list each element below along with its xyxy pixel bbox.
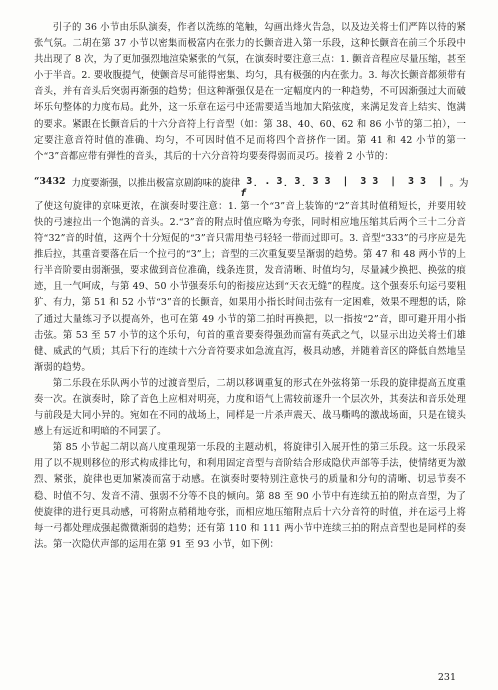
paragraph-1: 引子的 36 小节由乐队演奏，作者以洗练的笔触，勾画出烽火告急，以及边关将士们严阵以待的紧张气氛。二胡在第 37 小节以密集而极富内在张力的长颤音进入第一乐段，这种长颤音在前三个乐段中共出现了 8 次，为了更加强烈地渲染紧张的气氛，在演奏时要注意三点：1. 颤音音程应尽量压缩，甚至小于半音。2. 要收腹提气，使颤音尽可能得密集、均匀，具有极强的内在张力。3. 每次长颤音都须带有音头，并有音头后突弱再渐强的趋势；但这种渐强仅是在一定幅度内的一种趋势，不可因渐强过大而破坏乐句整体的力度布局。此外，这一乐章在运弓中还需要适当地加大陷弦度，来满足发音上结实、饱满的要求。紧跟在长颤音后的十六分音符上行音型（如：第 38、40、60、62 和 86 小节的第二拍），一定要注意音符时值的准确、均匀，不可因时值不足而将四个音挤作一团。第 41 和 42 小节的第一个“3”音都应带有弹性的音头，其后的十六分音符均要奏得弱而灵巧。接着 2 小节的： [34,22,466,162]
barline-1: | [342,176,349,188]
score-bar-2: 3 3 [360,176,379,188]
example-tail: 。为 [449,177,469,189]
paragraph-3: 第二乐段在乐队两小节的过渡音型后，二胡以移调重复的形式在外弦将第一乐段的旋律提高五度重奏一次。在演奏时，除了音色上应相对明亮，力度和语气上需较前逐升一个层次外，其奏法和音乐处理与前段是大同小异的。宛如在不同的战场上，同样是一片杀声震天、战马嘶鸣的激战场面，只是在镜头感上有远近和明暗的不同罢了。 [34,377,466,438]
dynamic-mark: f [240,188,247,200]
barline-3: | [438,176,444,188]
paragraph-4: 第 85 小节起二胡以高八度重现第一乐段的主题动机，将旋律引入展开性的第三乐段。这一乐段采用了以不规则移位的形式构成排比句，和利用固定音型与音阶结合形成隐伏声部等手法，使情绪更为激烈、紧张，旋律也更加紧凑而富于动感。在演奏时要特别注意快弓的质量和分句的清晰、切忌节奏不稳、时值不匀、发音不清、强弱不分等不良的倾向。第 88 至 90 小节中有连续五拍的附点音型，为了使旋律的进行更具动感，可将附点稍稍地夸张，而相应地压缩附点后十六分音符的时值，并在运弓上将每一弓都处理成强起微微渐弱的趋势；还有第 110 和 111 两小节中连续三拍的附点音型也是同样的奏法。第一次隐伏声部的运用在第 91 至 93 小节，如下例： [34,442,466,550]
score-main-notes: 3̣ . 3̣ 3̣ 3 3 [246,176,331,188]
paragraph-2: 了使这句旋律的京味更浓，在演奏时要注意：1. 第一个“3”音上装饰的“2”音其时值稍短长，并要用较快的弓速拉出一个饱满的音头。2.“3”音的附点时值应略为夸张，同时相应地压缩其后两个三十二分音符“32”音的时值，这两个十分短促的“3”音只需用垫弓轻轻一带而过即可。3. 音型“333”的弓序应是先推后拉，其重音要落在后一个拉弓的“3”上；音型的三次重复要呈渐弱的趋势。第 47 和 48 两小节的上行半音阶要由弱渐强，要求做到音位准确，线条连贯，发音清晰、时值均匀，尽量减少换把、换弦的痕迹，且一气呵成，与第 49、50 小节强奏乐句的衔接应达到“天衣无缝”的程度。这个强奏乐句运弓要粗犷、有力，第 51 和 52 小节“3”音的长颤音，如果用小指长时间击弦有一定困难，效果不理想的话，除了通过大量练习予以提高外，也可在第 49 小节的第二拍时再换把，以一指按“2”音，即可避开用小指击弦。第 53 至 57 小节的这个乐句，句首的重音要奏得强劲而富有英武之气，以显示出边关将士们雄健、威武的气质；其后下行的连续十六分音符要求如急流直泻，极具动感，并随着音区的降低自然地呈渐弱的趋势。 [34,200,466,373]
page-number: 231 [437,672,456,683]
score-main [240,176,331,200]
barline-2: | [390,176,396,188]
score-bar-3: 3 3 [407,176,426,188]
example-middle-text: 力度要渐强，以推出极富京剧韵味的旋律 [71,177,241,189]
music-example-1 [34,165,469,200]
example-lead: “3432 [34,176,66,188]
page-content [34,20,469,553]
